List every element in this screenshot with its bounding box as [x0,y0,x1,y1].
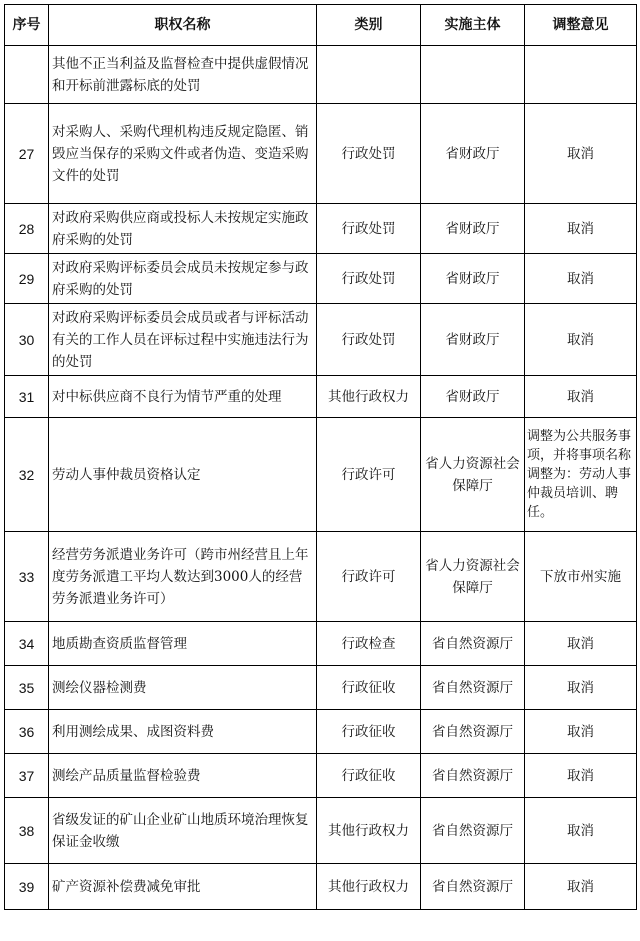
cell-body: 省财政厅 [421,376,525,418]
cell-no: 31 [5,376,49,418]
cell-opinion: 取消 [525,376,637,418]
cell-name: 利用测绘成果、成图资料费 [49,710,317,754]
header-opinion: 调整意见 [525,5,637,46]
table-row [5,376,637,418]
table-row [5,418,637,532]
cell-opinion: 取消 [525,710,637,754]
header-name: 职权名称 [49,5,317,46]
cell-body: 省财政厅 [421,304,525,376]
cell-body: 省财政厅 [421,254,525,304]
cell-no: 38 [5,798,49,864]
cell-category: 行政征收 [317,754,421,798]
table-row [5,864,637,910]
table-row [5,532,637,622]
cell-body: 省财政厅 [421,204,525,254]
cell-body: 省人力资源社会保障厅 [421,532,525,622]
header-no: 序号 [5,5,49,46]
header-body: 实施主体 [421,5,525,46]
cell-no [5,46,49,104]
table-header-row [5,5,637,46]
table-row [5,710,637,754]
cell-name: 其他不正当利益及监督检查中提供虚假情况和开标前泄露标底的处罚 [49,46,317,104]
cell-no: 30 [5,304,49,376]
cell-name: 省级发证的矿山企业矿山地质环境治理恢复保证金收缴 [49,798,317,864]
cell-no: 37 [5,754,49,798]
cell-category: 行政处罚 [317,254,421,304]
cell-name: 地质勘查资质监督管理 [49,622,317,666]
cell-name: 对政府采购评标委员会成员或者与评标活动有关的工作人员在评标过程中实施违法行为的处罚 [49,304,317,376]
cell-opinion: 取消 [525,622,637,666]
cell-opinion: 取消 [525,864,637,910]
cell-opinion: 调整为公共服务事项，并将事项名称调整为：劳动人事仲裁员培训、聘任。 [525,418,637,532]
cell-no: 28 [5,204,49,254]
cell-body: 省自然资源厅 [421,666,525,710]
cell-category: 其他行政权力 [317,864,421,910]
authority-adjustment-table [4,4,637,910]
cell-category: 行政许可 [317,532,421,622]
cell-opinion: 取消 [525,304,637,376]
cell-no: 34 [5,622,49,666]
cell-category: 行政处罚 [317,104,421,204]
table-row [5,204,637,254]
cell-no: 27 [5,104,49,204]
cell-category: 其他行政权力 [317,798,421,864]
cell-category: 行政处罚 [317,304,421,376]
cell-body: 省自然资源厅 [421,798,525,864]
table-body [5,46,637,910]
cell-no: 39 [5,864,49,910]
cell-opinion: 下放市州实施 [525,532,637,622]
cell-body [421,46,525,104]
cell-category: 行政处罚 [317,204,421,254]
cell-name: 对采购人、采购代理机构违反规定隐匿、销毁应当保存的采购文件或者伪造、变造采购文件的处罚 [49,104,317,204]
cell-name: 经营劳务派遣业务许可（跨市州经营且上年度劳务派遣工平均人数达到3000人的经营劳务派遣业务许可） [49,532,317,622]
table-row [5,754,637,798]
cell-category: 行政征收 [317,710,421,754]
cell-opinion: 取消 [525,666,637,710]
cell-opinion: 取消 [525,104,637,204]
cell-opinion: 取消 [525,754,637,798]
cell-category: 行政检查 [317,622,421,666]
cell-body: 省财政厅 [421,104,525,204]
cell-category: 行政征收 [317,666,421,710]
cell-no: 33 [5,532,49,622]
cell-opinion [525,46,637,104]
table-row [5,46,637,104]
cell-no: 35 [5,666,49,710]
table-row [5,622,637,666]
cell-category: 其他行政权力 [317,376,421,418]
table-row [5,254,637,304]
cell-body: 省自然资源厅 [421,864,525,910]
cell-opinion: 取消 [525,254,637,304]
cell-body: 省自然资源厅 [421,622,525,666]
cell-no: 29 [5,254,49,304]
cell-name: 矿产资源补偿费减免审批 [49,864,317,910]
cell-no: 36 [5,710,49,754]
cell-name: 对政府采购供应商或投标人未按规定实施政府采购的处罚 [49,204,317,254]
cell-name: 劳动人事仲裁员资格认定 [49,418,317,532]
cell-name: 对政府采购评标委员会成员未按规定参与政府采购的处罚 [49,254,317,304]
cell-body: 省自然资源厅 [421,710,525,754]
cell-name: 测绘产品质量监督检验费 [49,754,317,798]
cell-body: 省人力资源社会保障厅 [421,418,525,532]
cell-opinion: 取消 [525,204,637,254]
cell-category: 行政许可 [317,418,421,532]
cell-no: 32 [5,418,49,532]
cell-opinion: 取消 [525,798,637,864]
table-row [5,666,637,710]
document-page [4,4,637,910]
table-row [5,304,637,376]
table-row [5,798,637,864]
cell-body: 省自然资源厅 [421,754,525,798]
header-category: 类别 [317,5,421,46]
cell-category [317,46,421,104]
cell-name: 对中标供应商不良行为情节严重的处理 [49,376,317,418]
table-row [5,104,637,204]
cell-name: 测绘仪器检测费 [49,666,317,710]
